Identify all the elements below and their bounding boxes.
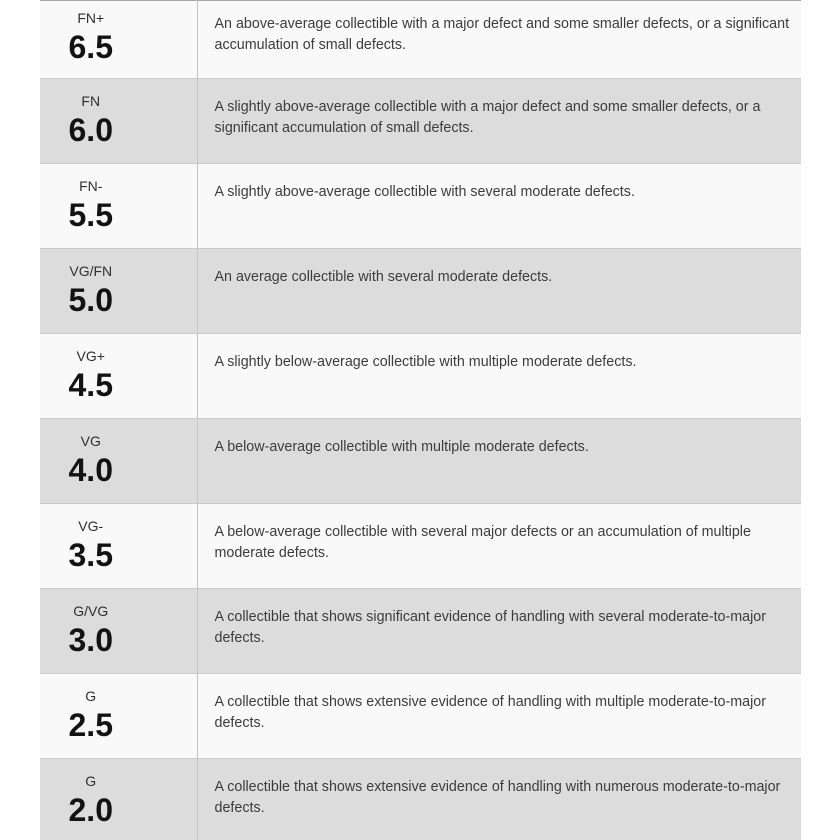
grade-number: 2.5: [68, 707, 113, 743]
grade-description: A below-average collectible with multiple moderate defects.: [197, 419, 801, 504]
grade-number: 4.5: [68, 367, 113, 403]
grade-number: 2.0: [68, 792, 113, 828]
table-row: [40, 249, 801, 334]
grade-number: 5.5: [68, 197, 113, 233]
table-row: [40, 334, 801, 419]
grade-description: An above-average collectible with a major defect and some smaller defects, or a significant accumulation of small defects.: [197, 1, 801, 79]
grade-number: 3.5: [68, 537, 113, 573]
grading-scale-table-wrap: [40, 0, 801, 840]
grade-cell: [40, 759, 197, 840]
grade-description: A below-average collectible with several major defects or an accumulation of multiple moderate defects.: [197, 504, 801, 589]
table-row: [40, 674, 801, 759]
table-row: [40, 759, 801, 840]
grade-cell: [40, 674, 197, 759]
grade-number: 6.0: [68, 112, 113, 148]
grade-description: A slightly below-average collectible with multiple moderate defects.: [197, 334, 801, 419]
grade-description: A slightly above-average collectible with a major defect and some smaller defects, or a significant accumulation of small defects.: [197, 79, 801, 164]
grade-cell: [40, 419, 197, 504]
grade-cell: [40, 1, 197, 79]
grade-cell: [40, 79, 197, 164]
grade-label: VG-: [78, 518, 104, 534]
table-row: [40, 79, 801, 164]
grade-cell: [40, 504, 197, 589]
table-row: [40, 419, 801, 504]
grade-description: An average collectible with several moderate defects.: [197, 249, 801, 334]
table-row: [40, 504, 801, 589]
grade-label: VG/FN: [69, 263, 113, 279]
table-row: [40, 589, 801, 674]
grade-label: FN: [81, 93, 101, 109]
grade-label: VG: [80, 433, 101, 449]
table-row: [40, 1, 801, 79]
grade-description: A slightly above-average collectible with several moderate defects.: [197, 164, 801, 249]
grade-label: FN+: [77, 10, 105, 26]
grade-description: A collectible that shows extensive evidence of handling with multiple moderate-to-major defects.: [197, 674, 801, 759]
grade-cell: [40, 334, 197, 419]
grade-label: G: [85, 773, 97, 789]
grade-number: 6.5: [68, 29, 113, 65]
grading-scale-rows: [40, 1, 801, 840]
grade-description: A collectible that shows significant evidence of handling with several moderate-to-major defects.: [197, 589, 801, 674]
grade-label: G: [85, 688, 97, 704]
grading-scale-table: [40, 0, 801, 840]
grade-cell: [40, 249, 197, 334]
grade-cell: [40, 589, 197, 674]
grade-description: A collectible that shows extensive evidence of handling with numerous moderate-to-major defects.: [197, 759, 801, 840]
grade-label: G/VG: [73, 603, 109, 619]
grade-number: 5.0: [68, 282, 113, 318]
grade-number: 3.0: [68, 622, 113, 658]
grade-cell: [40, 164, 197, 249]
grade-number: 4.0: [68, 452, 113, 488]
grade-label: FN-: [79, 178, 103, 194]
table-row: [40, 164, 801, 249]
grade-label: VG+: [76, 348, 105, 364]
